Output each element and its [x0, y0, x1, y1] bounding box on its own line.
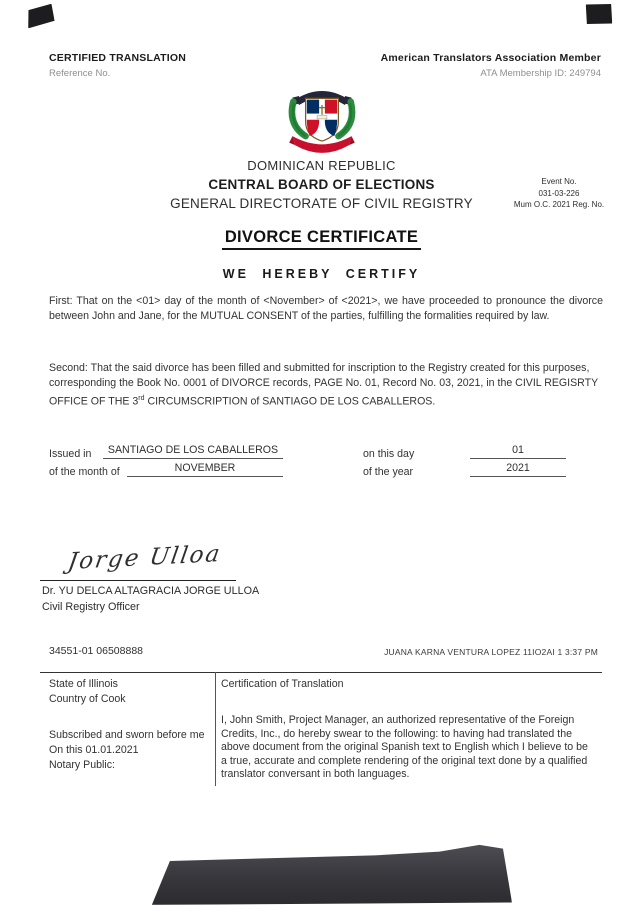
sworn-line: Subscribed and sworn before me [49, 729, 205, 741]
day-field: 01 [470, 444, 566, 459]
year-field: 2021 [470, 462, 566, 477]
notary-column-divider [215, 672, 216, 786]
notary-section-divider [40, 672, 602, 673]
officer-name: Dr. YU DELCA ALTAGRACIA JORGE ULLOA [42, 585, 260, 597]
certified-translation-label: CERTIFIED TRANSLATION [49, 52, 186, 64]
month-field: NOVEMBER [127, 462, 283, 477]
second-clause-paragraph [49, 361, 603, 410]
signature-line [40, 580, 236, 581]
certification-of-translation-title: Certification of Translation [221, 678, 344, 690]
scan-shadow-band [150, 843, 512, 905]
event-no-label: Event No. [541, 177, 577, 186]
issued-in-label: Issued in [49, 448, 92, 460]
coat-of-arms-graphic [281, 85, 363, 161]
reg-no-label: Mum O.C. 2021 Reg. No. [513, 200, 605, 209]
certificate-title: DIVORCE CERTIFICATE [222, 228, 421, 250]
country-name: DOMINICAN REPUBLIC [247, 158, 396, 173]
header-left [49, 52, 186, 79]
certificate-title-row [0, 228, 643, 250]
dominican-coat-of-arms [281, 85, 363, 161]
document-number: 34551-01 06508888 [49, 645, 144, 657]
translator-stamp-line: JUANA KARNA VENTURA LOPEZ 11IO2AI 1 3:37 PM [384, 647, 598, 657]
directorate-name: GENERAL DIRECTORATE OF CIVIL REGISTRY [170, 196, 473, 211]
state-line: State of Illinois [49, 678, 118, 690]
date-line: On this 01.01.2021 [49, 744, 139, 756]
reference-no-label: Reference No. [49, 68, 111, 79]
notary-public-label: Notary Public: [49, 759, 115, 771]
header-right [381, 52, 601, 79]
second-clause-text-end: CIRCUMSCRIPTION of SANTIAGO DE LOS CABALLEROS. [144, 395, 436, 408]
officer-title: Civil Registry Officer [42, 601, 140, 613]
notary-attestation [49, 728, 204, 773]
issued-in-field: SANTIAGO DE LOS CABALLEROS [103, 444, 283, 459]
year-label: of the year [363, 466, 414, 478]
second-clause-text: Second: That the said divorce has been filled and submitted for inscription to the Registry created for this purposes, corresponding the Book No. 0001 of DIVORCE records, PAGE No. 01, Record No. 03, 2021, in the CIVIL REGISRTY OFFICE OF THE 3 [49, 362, 598, 408]
event-number-box [503, 176, 615, 211]
certificate-subtitle-row [0, 265, 643, 283]
on-this-day-label: on this day [363, 448, 415, 460]
notary-jurisdiction [49, 677, 126, 707]
scan-corner-mark-right [584, 2, 614, 26]
ata-member-label: American Translators Association Member [380, 52, 601, 64]
ata-id-label: ATA Membership ID: 249794 [480, 68, 601, 79]
month-label: of the month of [49, 466, 120, 478]
board-name: CENTRAL BOARD OF ELECTIONS [208, 177, 435, 192]
certification-statement: I, John Smith, Project Manager, an authorized representative of the Foreign Credits, Inc., do hereby swear to the following: to having had translated the above document from the original Spanish text to English which I believe to be a true, accurate and complete rendering of the original text done by a qualified translator conversant in both languages. [221, 714, 588, 780]
first-clause-paragraph: First: That on the <01> day of the month of <November> of <2021>, we have proceeded to pronounce the divorce between John and Jane, for the MUTUAL CONSENT of the parties, fulfilling the formalities required by law. [49, 295, 603, 322]
event-no-value: 031-03-226 [538, 188, 580, 198]
ordinal-superscript: rd [138, 395, 145, 402]
county-line: Country of Cook [49, 693, 126, 705]
we-hereby-certify-label: WE HEREBY CERTIFY [222, 267, 421, 281]
handwritten-signature: Jorge Ulloa [66, 540, 224, 576]
scan-corner-mark-left [26, 4, 55, 29]
